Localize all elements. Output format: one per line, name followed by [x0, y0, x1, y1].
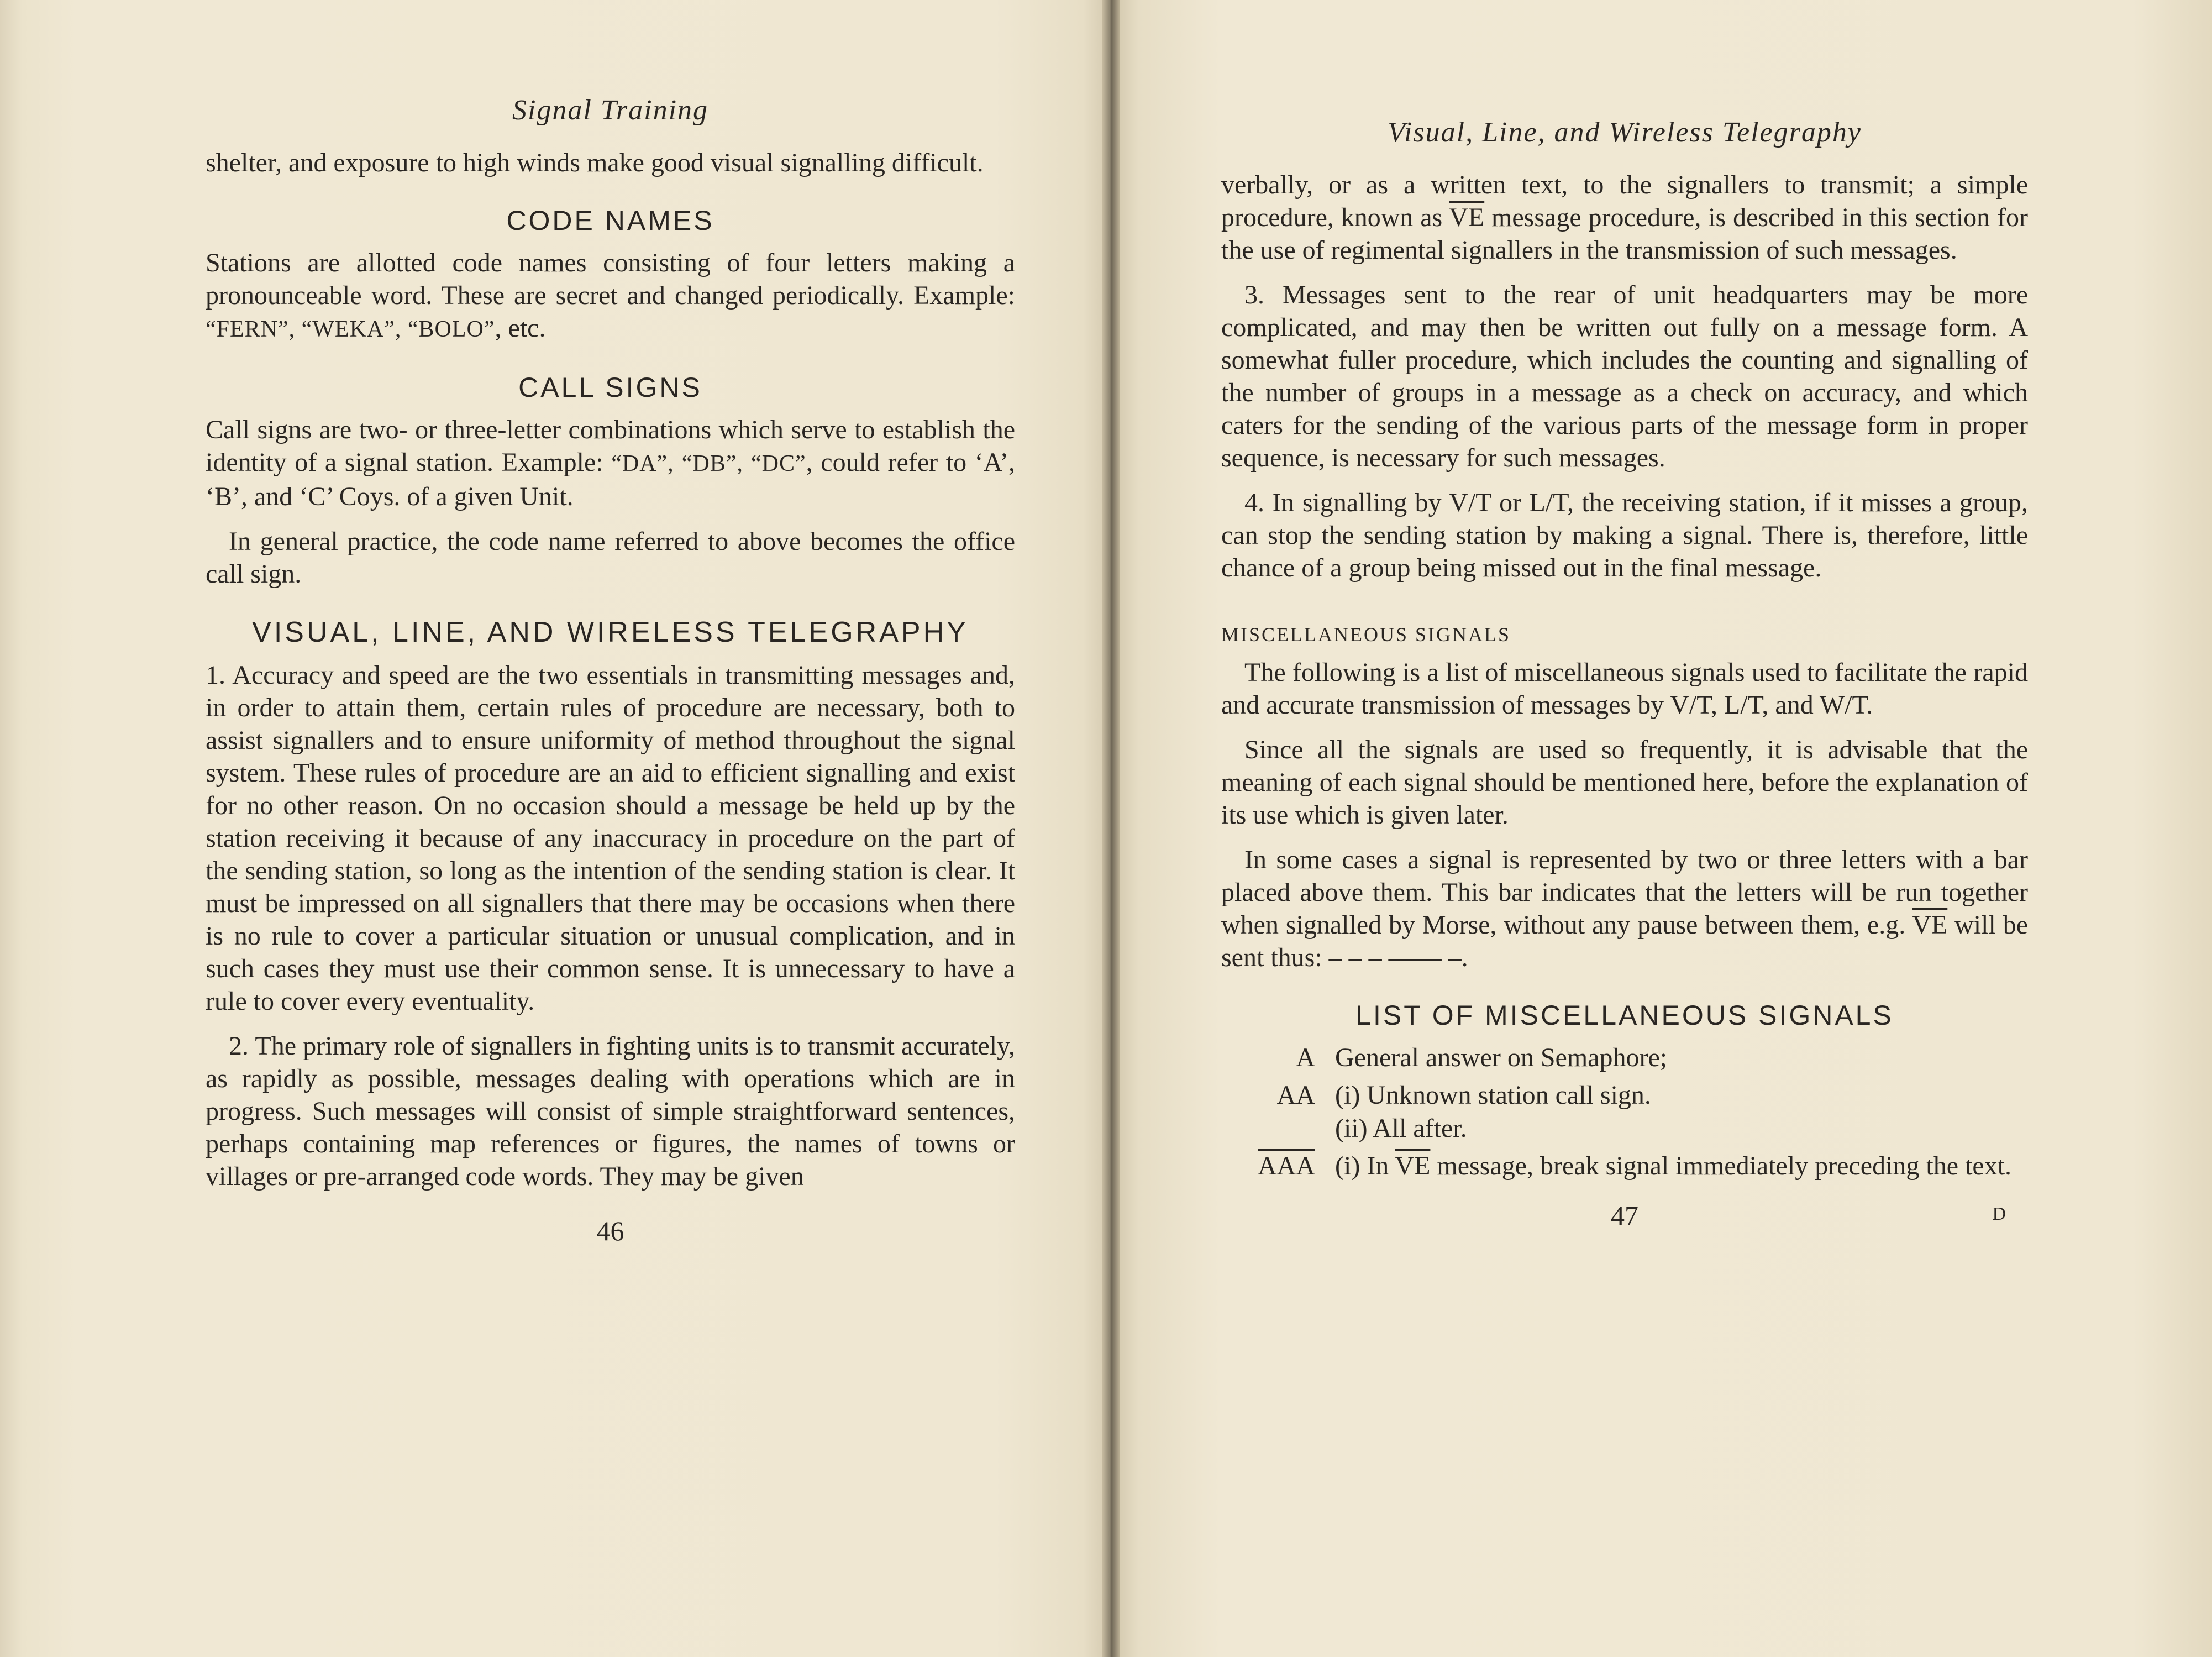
running-head: Signal Training	[512, 95, 709, 126]
list-item	[1221, 1041, 2028, 1074]
morse-code: – – – —— –.	[1328, 943, 1468, 972]
text-run: Call signs are two- or three-letter combinations which serve to establish the identity of a signal station. Example:	[206, 415, 1015, 477]
call-sign-examples: “DA”, “DB”, “DC”	[611, 451, 806, 476]
text-run: , could refer to ‘A’, ‘B’, and ‘C’ Coys. of a given Unit.	[206, 448, 1015, 511]
signal-description	[1335, 1079, 2028, 1145]
signal-meaning: (ii) All after.	[1335, 1114, 1467, 1143]
list-heading: LIST OF MISCELLANEOUS SIGNALS	[1355, 1000, 1894, 1031]
paragraph: The following is a list of miscellaneous signals used to facilitate the rapid and accurate transmission of messages by V/T, L/T, and W/T.	[1221, 658, 2028, 720]
text-run: message, break signal immediately preceding the text.	[1430, 1151, 2012, 1181]
signal-meaning: General answer on Semaphore;	[1335, 1043, 1668, 1072]
list-item	[1221, 1150, 2028, 1183]
signature-mark: D	[1992, 1204, 2006, 1224]
ve-signal: $\overline{VE}$	[1449, 203, 1485, 232]
text-run: verbally, or as a written text, to the signallers to transmit; a simple procedure, known as	[1221, 170, 2028, 232]
running-head: Visual, Line, and Wireless Telegraphy	[1388, 117, 1862, 148]
paragraph-1: 1. Accuracy and speed are the two essentials in transmitting messages and, in order to attain them, certain rules of procedure are necessary, both to assist signallers and to ensure uniformity of method throughout the signal system. These rules of procedure are an aid to efficient signalling and exist for no other reason. On no occasion should a message be held up by the station receiving it because of any inaccuracy in procedure on the part of the sending station, so long as the intention of the sending station is clear. It must be impressed on all signallers that there may be occasions when there is no rule to cover a particular situation or unusual complication, and in such cases they must use their common sense. It is unnecessary to have a rule to cover every eventuality.	[206, 660, 1015, 1016]
signal-list	[1221, 1041, 2028, 1183]
text-run: In some cases a signal is represented by two or three letters with a bar placed above them. This bar indicates that the letters will be run together when signalled by Morse, without any pause between them, e.g.	[1221, 845, 2028, 940]
left-page-content	[206, 94, 1015, 1247]
signal-meaning: (i) Unknown station call sign.	[1335, 1081, 1651, 1110]
book-gutter	[1102, 0, 1120, 1657]
text-run: , etc.	[495, 313, 546, 343]
page-number: 47	[1611, 1200, 1638, 1231]
text-run: will be sent thus:	[1221, 910, 2028, 972]
signal-description	[1335, 1150, 2028, 1183]
ve-signal: $\overline{VE}$	[1912, 910, 1948, 940]
paragraph-3: 3. Messages sent to the rear of unit headquarters may be more complicated, and may then be written out fully on a message form. A somewhat fuller procedure, which includes the counting and signalling of the number of groups in a message as a check on accuracy, and which caters for the sending of the various parts of the message form in proper sequence, is necessary for such messages.	[1221, 280, 2028, 473]
signal-code: A	[1296, 1043, 1315, 1072]
section-heading-telegraphy: VISUAL, LINE, AND WIRELESS TELEGRAPHY	[252, 616, 969, 648]
ve-signal: $\overline{VE}$	[1395, 1151, 1431, 1181]
text-run: (i) In	[1335, 1151, 1395, 1181]
paragraph-call-signs	[206, 413, 1015, 513]
section-heading-call-signs: CALL SIGNS	[518, 372, 702, 403]
text-run: message procedure, is described in this section for the use of regimental signallers in the transmission of such messages.	[1221, 203, 2028, 265]
code-name-examples: “FERN”, “WEKA”, “BOLO”	[206, 317, 495, 342]
right-page	[1111, 0, 2212, 1657]
paragraph: shelter, and exposure to high winds make good visual signalling difficult.	[206, 148, 984, 177]
signal-description	[1335, 1041, 2028, 1074]
signal-code	[1221, 1150, 1335, 1183]
paragraph-4: 4. In signalling by V/T or L/T, the receiving station, if it misses a group, can stop the sending station by making a signal. There is, therefore, little chance of a group being missed out in the final message.	[1221, 488, 2028, 583]
text-run: Stations are allotted code names consisting of four letters making a pronounceable word. These are secret and changed periodically. Example:	[206, 248, 1015, 310]
page-number: 46	[596, 1215, 624, 1246]
barred-signal-code: $\overline{AAA}$	[1258, 1151, 1315, 1181]
paragraph: Since all the signals are used so frequently, it is advisable that the meaning of each signal should be mentioned here, before the explanation of its use which is given later.	[1221, 735, 2028, 830]
paragraph-continued	[1221, 169, 2028, 266]
right-page-content	[1221, 116, 2028, 1233]
misc-signals-heading: MISCELLANEOUS SIGNALS	[1221, 623, 1511, 646]
list-item	[1221, 1079, 2028, 1145]
signal-code: AA	[1276, 1081, 1315, 1110]
footer	[1221, 1199, 2028, 1233]
paragraph-bar-signals	[1221, 843, 2028, 974]
section-heading-code-names: CODE NAMES	[506, 205, 714, 236]
paragraph-code-names	[206, 247, 1015, 346]
paragraph: In general practice, the code name referred to above becomes the office call sign.	[206, 527, 1015, 589]
paragraph-2: 2. The primary role of signallers in fighting units is to transmit accurately, as rapidly as possible, messages dealing with operations which are in progress. Such messages will consist of simple straightforward sentences, perhaps containing map references or figures, the names of towns or villages or pre-arranged code words. They may be given	[206, 1031, 1015, 1191]
